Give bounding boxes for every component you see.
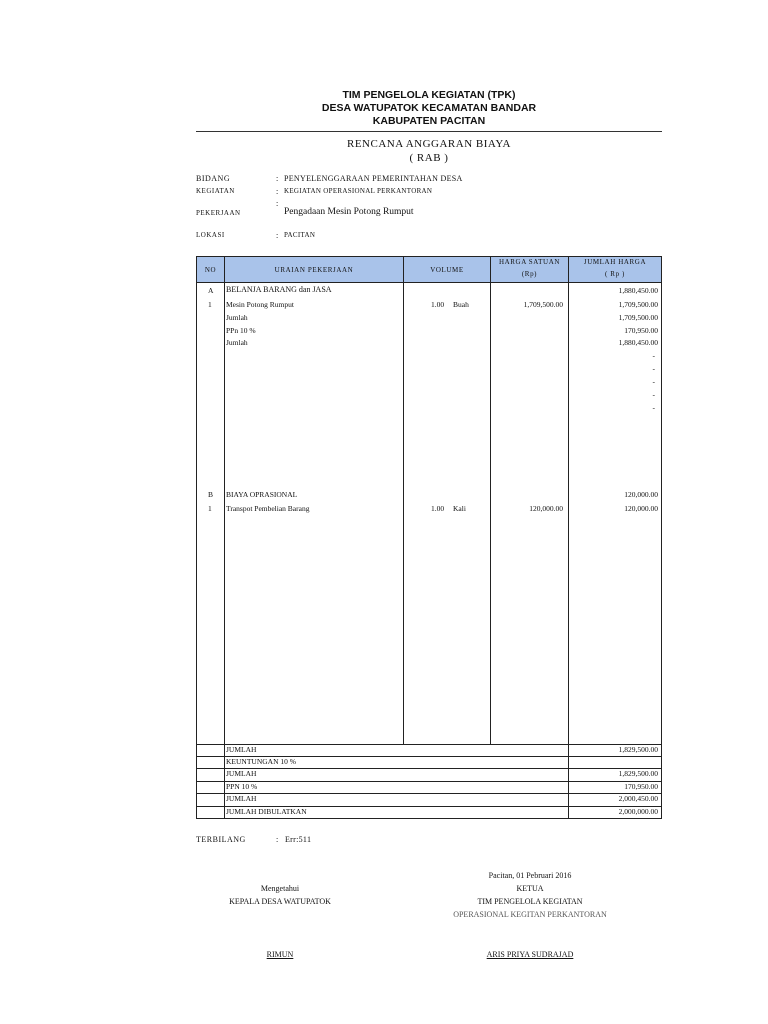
empty-dash: - (652, 390, 655, 399)
col-divider-no (224, 283, 225, 819)
section-a-sum-value: 1,880,450.00 (618, 338, 658, 347)
header-rule (196, 131, 662, 132)
lokasi-label: LOKASI (196, 231, 225, 239)
terbilang-value: Err:511 (285, 835, 312, 844)
terbilang-label: TERBILANG (196, 835, 246, 844)
item-a1-total: 1,709,500.00 (618, 300, 658, 309)
ppn-label: PPn 10 % (226, 326, 256, 335)
left-sign-line-2: KEPALA DESA WATUPATOK (229, 897, 331, 906)
summary-jumlah-3-value: 2,000,450.00 (618, 794, 658, 803)
ppn-value: 170,950.00 (624, 326, 658, 335)
right-sign-line-3: OPERASIONAL KEGITAN PERKANTORAN (453, 910, 607, 919)
document-title: RENCANA ANGGARAN BIAYA (346, 138, 511, 150)
summary-dibulatkan-label: JUMLAH DIBULATKAN (226, 807, 307, 816)
section-a-no: A (208, 286, 214, 295)
col-header-harga-satuan-label: HARGA SATUAN (498, 258, 561, 266)
col-header-jumlah-harga (569, 257, 661, 283)
col-header-uraian: URAIAN PEKERJAAN (225, 257, 404, 283)
col-header-harga-satuan-unit: (Rp) (521, 270, 538, 278)
col-header-jumlah-harga-label: JUMLAH HARGA (583, 258, 647, 266)
document-subtitle: ( RAB ) (409, 152, 449, 164)
col-header-no: NO (197, 257, 225, 283)
kegiatan-label: KEGIATAN (196, 187, 235, 195)
empty-dash: - (652, 403, 655, 412)
empty-dash: - (652, 377, 655, 386)
col-divider-volume (490, 283, 491, 744)
summary-ppn-value: 170,950.00 (624, 782, 658, 791)
pekerjaan-label: PEKERJAAN (196, 209, 241, 217)
kegiatan-value: KEGIATAN OPERASIONAL PERKANTORAN (284, 187, 433, 195)
section-b-total: 120,000.00 (624, 490, 658, 499)
item-b1-no: 1 (208, 504, 212, 513)
left-signatory-name: RIMUN (266, 950, 294, 959)
pekerjaan-colon: : (276, 199, 279, 208)
item-a1-desc: Mesin Potong Rumput (226, 300, 294, 309)
subtotal-value: 1,709,500.00 (618, 313, 658, 322)
right-sign-line-2: TIM PENGELOLA KEGIATAN (477, 897, 583, 906)
section-a-total: 1,880,450.00 (618, 286, 658, 295)
summary-keuntungan-label: KEUNTUNGAN 10 % (226, 757, 296, 766)
kegiatan-colon: : (276, 187, 279, 196)
item-b1-unit: Kali (453, 504, 466, 513)
bidang-label: BIDANG (196, 174, 231, 183)
section-a-title: BELANJA BARANG dan JASA (226, 285, 332, 294)
header-line-2: DESA WATUPATOK KECAMATAN BANDAR (321, 102, 537, 114)
left-sign-line-1: Mengetahui (260, 884, 300, 893)
item-a1-price: 1,709,500.00 (523, 300, 563, 309)
item-b1-desc: Transpot Pembelian Barang (226, 504, 310, 513)
empty-dash: - (652, 351, 655, 360)
terbilang-colon: : (276, 835, 279, 844)
bidang-value: PENYELENGGARAAN PEMERINTAHAN DESA (284, 174, 463, 183)
summary-jumlah-value: 1,829,500.00 (618, 745, 658, 754)
lokasi-colon: : (276, 231, 279, 240)
summary-dibulatkan-value: 2,000,000.00 (618, 807, 658, 816)
lokasi-value: PACITAN (284, 231, 316, 239)
rab-table (196, 256, 662, 819)
item-a1-unit: Buah (453, 300, 469, 309)
col-header-volume: VOLUME (404, 257, 491, 283)
subtotal-label: Jumlah (226, 313, 248, 322)
item-a1-volume: 1.00 (431, 300, 445, 309)
pekerjaan-value: Pengadaan Mesin Potong Rumput (284, 207, 414, 217)
section-b-title: BIAYA OPRASIONAL (226, 490, 298, 499)
col-divider-uraian (403, 283, 404, 744)
header-line-3: KABUPATEN PACITAN (372, 115, 486, 127)
section-a-sum-label: Jumlah (226, 338, 248, 347)
item-a1-no: 1 (208, 300, 212, 309)
item-b1-price: 120,000.00 (529, 504, 563, 513)
summary-jumlah-2-label: JUMLAH (226, 769, 257, 778)
section-b-no: B (208, 490, 214, 499)
right-sign-line-1: KETUA (516, 884, 544, 893)
summary-jumlah-3-label: JUMLAH (226, 794, 257, 803)
bidang-colon: : (276, 174, 279, 183)
empty-dash: - (652, 364, 655, 373)
item-b1-volume: 1.00 (431, 504, 445, 513)
summary-jumlah-label: JUMLAH (226, 745, 257, 754)
summary-jumlah-2-value: 1,829,500.00 (618, 769, 658, 778)
item-b1-total: 120,000.00 (624, 504, 658, 513)
col-header-harga-satuan (491, 257, 569, 283)
right-signatory-name: ARIS PRIYA SUDRAJAD (486, 950, 574, 959)
col-header-jumlah-harga-unit: ( Rp ) (605, 270, 625, 278)
header-line-1: TIM PENGELOLA KEGIATAN (TPK) (342, 89, 516, 101)
summary-ppn-label: PPN 10 % (226, 782, 258, 791)
place-date: Pacitan, 01 Pebruari 2016 (488, 871, 572, 880)
